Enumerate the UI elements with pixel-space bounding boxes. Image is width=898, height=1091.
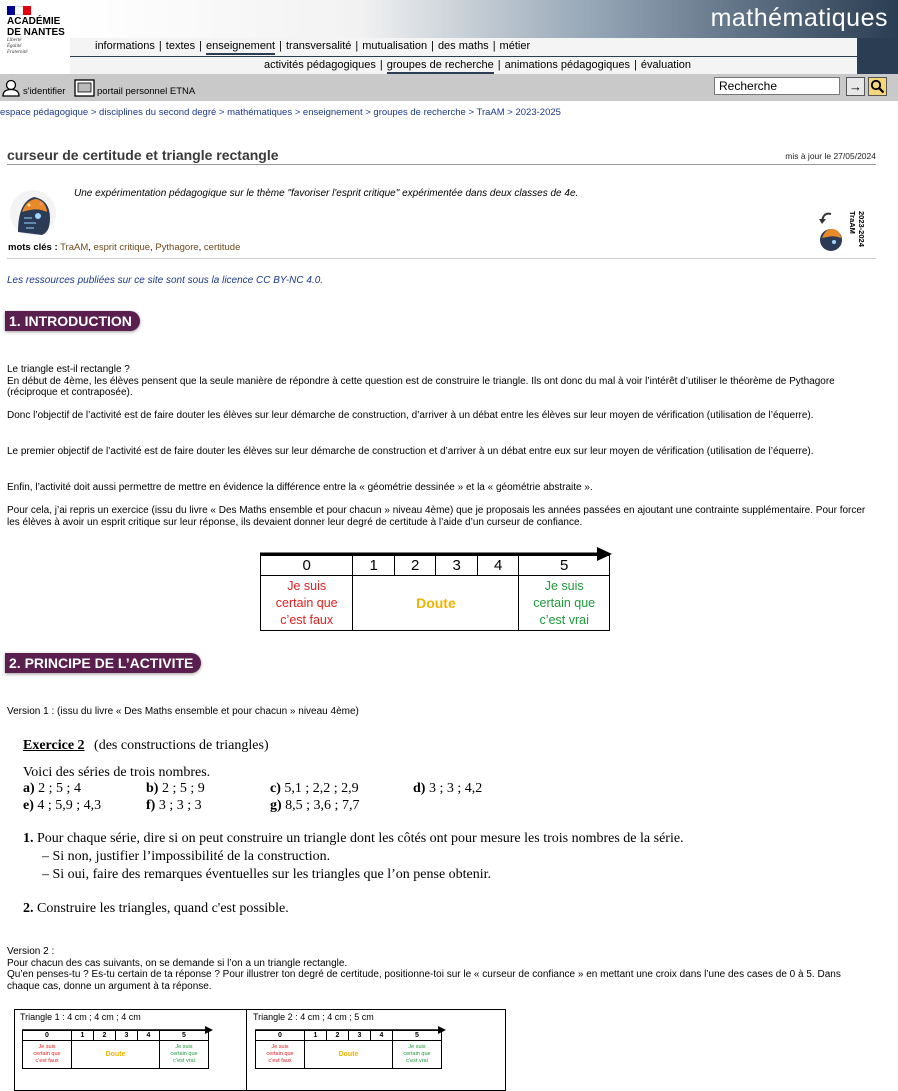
mini-cursor-cell-2[interactable]: 2 — [94, 1031, 116, 1041]
intro-paragraph-5: Pour cela, j’ai repris un exercice (issu du livre « Des Maths ensemble et pour chacun » niveau 4ème) que je proposais les années passées en ajoutant une contrainte supplémentaire. Pour forcer les élèves à avoir un esprit critique sur leur réponse, ils devaient donner leur degré de certitude à l’aide d’un curseur de confiance. — [7, 505, 866, 528]
mini-cursor-cell-2[interactable]: 2 — [327, 1031, 349, 1041]
cursor-table — [260, 555, 610, 631]
certain-true-label: Je suis certain que c’est vrai — [519, 576, 610, 631]
mini-certain-true-label: Je suis certain que c’est vrai — [159, 1041, 208, 1069]
mini-certain-true-label: Je suis certain que c’est vrai — [392, 1041, 441, 1069]
mini-cursor-table — [255, 1030, 442, 1069]
nav-animations-pedagogiques[interactable]: animations pédagogiques — [504, 59, 631, 71]
breadcrumb-item[interactable]: 2023-2025 — [515, 107, 561, 118]
question-1a: – Si non, justifier l’impossibilité de la construction. — [42, 849, 331, 864]
intro-paragraph-2: Donc l’objectif de l’activité est de faire douter les élèves sur leur démarche de construction, d’arriver à un débat entre les élèves sur leur moyen de vérification (utilisation de l’équerre). — [7, 410, 814, 421]
series-f: f) 3 ; 3 ; 3 — [146, 798, 202, 813]
mini-certain-false-label: Je suis certain que c’est faux — [256, 1041, 305, 1069]
site-header — [0, 0, 898, 74]
question-1b: – Si oui, faire des remarques éventuelles sur les triangles que l’on pense obtenir. — [42, 867, 492, 882]
confidence-cursor — [260, 545, 614, 631]
nav-activites-pedagogiques[interactable]: activités pédagogiques — [264, 59, 376, 71]
series-b: b) 2 ; 5 ; 9 — [146, 781, 205, 796]
keyword-link[interactable]: Pythagore — [155, 242, 199, 253]
series-c: c) 5,1 ; 2,2 ; 2,9 — [270, 781, 359, 796]
section-heading-principe: 2. PRINCIPE DE L’ACTIVITE — [5, 653, 201, 673]
triangle-2-cursor — [255, 1025, 447, 1071]
breadcrumb-item[interactable]: espace pédagogique — [0, 107, 89, 118]
cursor-cell-1[interactable]: 1 — [353, 556, 395, 576]
mini-cursor-cell-0[interactable]: 0 — [23, 1031, 72, 1041]
triangle-2-label: Triangle 2 : 4 cm ; 4 cm ; 5 cm — [253, 1012, 374, 1022]
user-icon — [1, 79, 21, 97]
article-intro: Une expérimentation pédagogique sur le thème "favoriser l'esprit critique" expérimentée dans deux classes de 4e. — [74, 188, 579, 199]
republic-motto: Liberté Égalité Fraternité — [7, 38, 28, 55]
keywords-label: mots clés : — [8, 242, 58, 253]
intro-paragraph-1: Le triangle est-il rectangle ? En début de 4ème, les élèves pensent que la seule manière de répondre à cette question est de construire le triangle. Ils ont donc du mal à voir l’intérêt d’utiliser le théorème de Pythagore (réciproque et contraposée). — [7, 364, 835, 398]
mini-cursor-table — [22, 1030, 209, 1069]
primary-nav: informations | textes | enseignement | transversalité | mutualisation | des maths | métier — [70, 38, 857, 56]
keyword-link[interactable]: TraAM — [60, 242, 89, 253]
page-title: curseur de certitude et triangle rectangle — [7, 147, 279, 163]
doubt-label: Doute — [353, 576, 519, 631]
mini-doubt-label: Doute — [72, 1041, 160, 1069]
traam-badge-icon[interactable] — [817, 208, 865, 254]
search-input[interactable] — [714, 77, 840, 95]
series-e: e) 4 ; 5,9 ; 4,3 — [23, 798, 102, 813]
mini-cursor-cell-4[interactable]: 4 — [370, 1031, 392, 1041]
mini-cursor-cell-5[interactable]: 5 — [159, 1031, 208, 1041]
mini-cursor-cell-1[interactable]: 1 — [305, 1031, 327, 1041]
series-g: g) 8,5 ; 3,6 ; 7,7 — [270, 798, 360, 813]
french-flag-icon — [7, 6, 31, 15]
nav-evaluation[interactable]: évaluation — [640, 59, 692, 71]
breadcrumb-item[interactable]: TraAM — [476, 107, 505, 118]
arrow-right-icon: → — [849, 79, 862, 94]
cursor-cell-3[interactable]: 3 — [436, 556, 478, 576]
title-divider — [7, 164, 876, 165]
intro-paragraph-3: Le premier objectif de l’activité est de faire douter les élèves sur leur démarche de construction et d’arriver à un débat entre eux sur leur moyen de vérification (utilisation de l’équerre). — [7, 446, 814, 457]
version2-block: Version 2 : Pour chacun des cas suivants, on se demande si l’on a un triangle rectangle. Qu’en penses-tu ? Es-tu certain de ta réponse ? Pour illustrer ton degré de certitude, positionne-toi sur le « curseur de confiance » en mettant une croix dans l’une des cases de 0 à 5. Dans chaque cas, donne un argument à ta réponse. — [7, 946, 841, 992]
traam-label: TraAM — [848, 211, 857, 234]
keyword-link[interactable]: certitude — [203, 242, 241, 253]
nav-enseignement[interactable]: enseignement — [206, 40, 275, 55]
triangle-2-box — [246, 1009, 506, 1091]
mini-cursor-cell-3[interactable]: 3 — [348, 1031, 370, 1041]
breadcrumb: espace pédagogique > disciplines du second degré > mathématiques > enseignement > groupes de recherche > TraAM > 2023-2025 — [0, 107, 561, 118]
mini-cursor-cell-5[interactable]: 5 — [392, 1031, 441, 1041]
keywords: mots clés : TraAM, esprit critique, Pythagore, certitude — [8, 242, 241, 253]
breadcrumb-item[interactable]: groupes de recherche — [373, 107, 466, 118]
section-heading-introduction: 1. INTRODUCTION — [5, 311, 140, 331]
cursor-cell-4[interactable]: 4 — [477, 556, 519, 576]
keywords-divider — [7, 258, 876, 259]
header-banner — [70, 0, 898, 38]
search-button[interactable] — [868, 77, 887, 96]
breadcrumb-item[interactable]: enseignement — [302, 107, 363, 118]
intro-paragraph-4: Enfin, l’activité doit aussi permettre de mettre en évidence la différence entre la « géométrie dessinée » et la « géométrie abstraite ». — [7, 482, 593, 493]
portal-label: portail personnel ETNA — [97, 86, 196, 97]
update-date: mis à jour le 27/05/2024 — [785, 151, 876, 161]
breadcrumb-item[interactable]: disciplines du second degré — [99, 107, 217, 118]
portal-link[interactable] — [74, 79, 195, 97]
exercise-intro: Voici des séries de trois nombres. — [23, 765, 211, 780]
nav-transversalite[interactable]: transversalité — [285, 40, 352, 52]
version1-label: Version 1 : (issu du livre « Des Maths ensemble et pour chacun » niveau 4ème) — [7, 706, 359, 717]
academy-name: ACADÉMIE DE NANTES — [7, 16, 65, 38]
traam-years: 2023-2024 — [857, 211, 866, 247]
nav-mutualisation[interactable]: mutualisation — [362, 40, 428, 52]
certain-false-label: Je suis certain que c’est faux — [261, 576, 353, 631]
mini-cursor-cell-0[interactable]: 0 — [256, 1031, 305, 1041]
nav-metier[interactable]: métier — [499, 40, 531, 52]
login-bar — [0, 74, 898, 101]
academy-logo[interactable] — [0, 0, 70, 74]
mini-cursor-cell-4[interactable]: 4 — [137, 1031, 159, 1041]
triangle-1-box — [14, 1009, 247, 1091]
question-2: 2. Construire les triangles, quand c'est possible. — [23, 901, 289, 916]
mini-cursor-cell-1[interactable]: 1 — [72, 1031, 94, 1041]
triangle-1-label: Triangle 1 : 4 cm ; 4 cm ; 4 cm — [20, 1012, 141, 1022]
keyword-link[interactable]: esprit critique — [93, 242, 151, 253]
cursor-cell-5[interactable]: 5 — [519, 556, 610, 576]
question-1: 1. Pour chaque série, dire si on peut construire un triangle dont les côtés ont pour mesure les trois nombres de la série. — [23, 831, 684, 846]
nav-textes[interactable]: textes — [165, 40, 196, 52]
exercise-subtitle: (des constructions de triangles) — [94, 738, 269, 753]
identify-link[interactable] — [1, 79, 65, 97]
nav-informations[interactable]: informations — [95, 40, 155, 52]
robot-head-icon — [8, 188, 58, 238]
series-a: a) 2 ; 5 ; 4 — [23, 781, 81, 796]
mini-doubt-label: Doute — [305, 1041, 393, 1069]
cursor-cell-2[interactable]: 2 — [394, 556, 436, 576]
license-notice: Les ressources publiées sur ce site sont sous la licence CC BY-NC 4.0. — [7, 275, 324, 286]
portal-icon — [74, 79, 95, 97]
breadcrumb-item[interactable]: mathématiques — [227, 107, 293, 118]
series-d: d) 3 ; 3 ; 4,2 — [413, 781, 483, 796]
triangle-1-cursor — [22, 1025, 214, 1071]
identify-label: s'identifier — [23, 86, 66, 97]
cursor-cell-0[interactable]: 0 — [261, 556, 353, 576]
search-go-button[interactable] — [846, 77, 865, 96]
nav-des-maths[interactable]: des maths — [437, 40, 489, 52]
mini-cursor-cell-3[interactable]: 3 — [115, 1031, 137, 1041]
secondary-nav: activités pédagogiques | groupes de recherche | animations pédagogiques | évaluation — [70, 57, 857, 74]
mini-certain-false-label: Je suis certain que c’est faux — [23, 1041, 72, 1069]
nav-groupes-de-recherche[interactable]: groupes de recherche — [387, 59, 494, 74]
exercise-title: Exercice 2 — [23, 738, 85, 753]
site-title[interactable]: mathématiques — [710, 4, 888, 32]
magnifier-icon — [870, 79, 885, 94]
